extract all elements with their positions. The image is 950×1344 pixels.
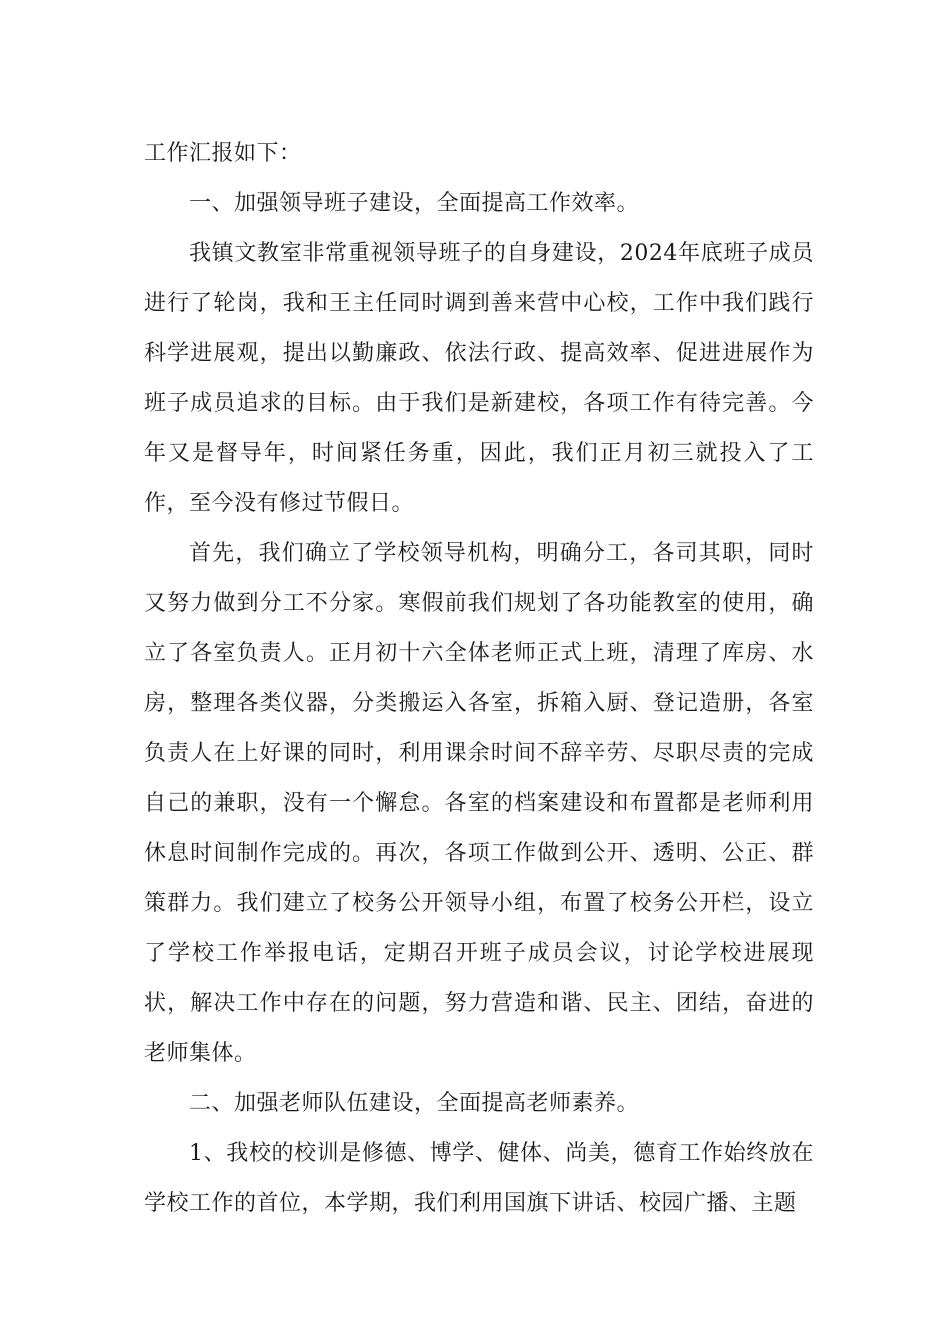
paragraph-leadership: 我镇文教室非常重视领导班子的自身建设，2024年底班子成员进行了轮岗，我和王主任同时调到善来营中心校，工作中我们践行科学进展观，提出以勤廉政、依法行政、提高效率、促进进展作为班子成员追求的目标。由于我们是新建校，各项工作有待完善。今年又是督导年，时间紧任务重，因此，我们正月初三就投入了工作，至今没有修过节假日。: [144, 241, 814, 516]
section-heading-2: 二、加强老师队伍建设，全面提高老师素养。: [189, 1091, 640, 1116]
paragraph-intro: 工作汇报如下：: [144, 141, 302, 166]
section-heading-1: 一、加强领导班子建设，全面提高工作效率。: [189, 191, 640, 216]
paragraph-organization: 首先，我们确立了学校领导机构，明确分工，各司其职，同时又努力做到分工不分家。寒假前我们规划了各功能教室的使用，确立了各室负责人。正月初十六全体老师正式上班，清理了库房、水房，整理各类仪器，分类搬运入各室，拆箱入厨、登记造册，各室负责人在上好课的同时，利用课余时间不辞辛劳、尽职尽责的完成自己的兼职，没有一个懈怠。各室的档案建设和布置都是老师利用休息时间制作完成的。再次，各项工作做到公开、透明、公正、群策群力。我们建立了校务公开领导小组，布置了校务公开栏，设立了学校工作举报电话，定期召开班子成员会议，讨论学校进展现状，解决工作中存在的问题，努力营造和谐、民主、团结，奋进的老师集体。: [144, 541, 814, 1066]
paragraph-school-motto: 1、我校的校训是修德、博学、健体、尚美，德育工作始终放在学校工作的首位，本学期，我们利用国旗下讲话、校园广播、主题: [144, 1141, 814, 1216]
document-body: [144, 129, 814, 1229]
